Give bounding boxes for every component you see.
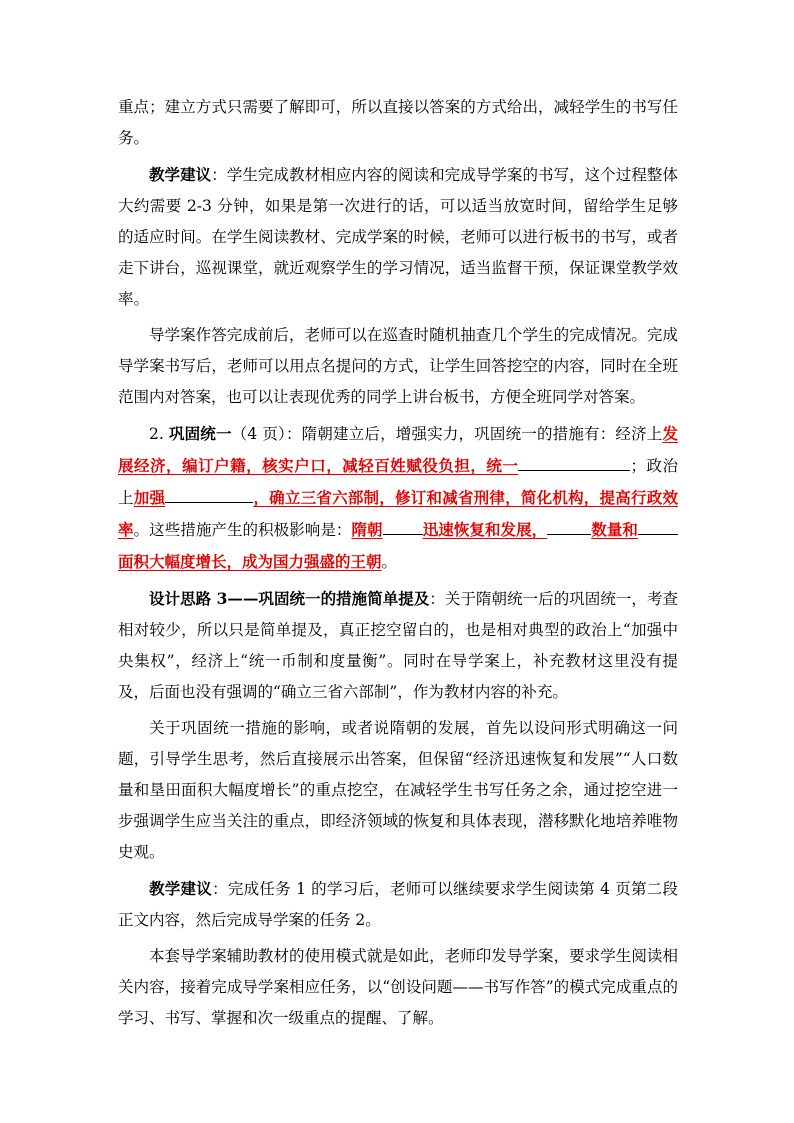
answer-effect-2: 数量和	[591, 520, 638, 539]
label-teaching-suggestion: 教学建议	[149, 165, 212, 184]
answer-politics-lead: 加强	[133, 488, 166, 507]
paragraph-usage-mode: 本套导学案辅助教材的使用模式就是如此，老师印发导学案，要求学生阅读相关内容，接着完成导学案相应任务，以“创设问题——书写作答”的模式完成重点的学习、书写、掌握和次一级重点的提醒、了解。	[118, 947, 678, 1027]
item-text-2: ；政治上	[118, 457, 678, 507]
label-design-idea: 设计思路 3——巩固统一的措施简单提及	[149, 589, 430, 608]
paragraph-effect-analysis: 关于巩固统一措施的影响，或者说隋朝的发展，首先以设问形式明确这一问题，引导学生思考，然后直接展示出答案，但保留“经济迅速恢复和发展”“人口数量和垦田面积大幅度增长”的重点挖空，在减轻学生书写任务之余，通过挖空进一步强调学生应当关注的重点，即经济领域的恢复和具体表现，潜移默化地培养唯物史观。	[118, 719, 678, 861]
teaching-suggestion-text-2: ：完成任务 1 的学习后，老师可以继续要求学生阅读第 4 页第二段正文内容，然后完成导学案的任务 2。	[118, 880, 678, 929]
paragraph-design-idea-3	[118, 583, 678, 708]
answer-politics: ，确立三省六部制，修订和减省刑律，简化机构，提高行政效率	[118, 488, 678, 539]
answer-effect-lead: 隋朝	[351, 520, 383, 539]
document-page	[118, 92, 678, 1034]
fill-blank-4	[547, 517, 591, 535]
paragraph-intro: 重点；建立方式只需要了解即可，所以直接以答案的方式给出，减轻学生的书写任务。	[118, 98, 678, 147]
paragraph-teaching-suggestion-1	[118, 159, 678, 315]
paragraph-answer-check: 导学案作答完成前后，老师可以在巡查时随机抽查几个学生的完成情况。完成导学案书写后，老师可以用点名提问的方式，让学生回答挖空的内容，同时在全班范围内对答案，也可以让表现优秀的同学上讲台板书，方便全班同学对答案。	[118, 326, 678, 406]
answer-effect-3: 面积大幅度增长，成为国力强盛的王朝	[118, 552, 382, 571]
label-teaching-suggestion-2: 教学建议	[149, 879, 213, 898]
paragraph-consolidate-unity	[118, 418, 678, 578]
item-text-4: 。	[381, 553, 398, 571]
answer-effect-1: 迅速恢复和发展，	[422, 520, 548, 539]
teaching-suggestion-text: ：学生完成教材相应内容的阅读和完成导学案的书写，这个过程整体大约需要 2-3 分钟，如果是第一次进行的话，可以适当放宽时间，留给学生足够的适应时间。在学生阅读教材、完成学案的时候，老师可以进行板书的书写，或者走下讲台，巡视课堂，就近观察学生的学习情况，适当监督干预，保证课堂教学效率。	[118, 166, 678, 308]
item-number: 2.	[149, 425, 169, 443]
fill-blank-3	[383, 517, 423, 535]
paragraph-teaching-suggestion-2	[118, 873, 678, 936]
item-text-1: （4 页）：隋朝建立后，增强实力，巩固统一的措施有：经济上	[231, 425, 663, 443]
item-text-3: 。这些措施产生的积极影响是：	[133, 521, 352, 539]
design-idea-text: ：关于隋朝统一后的巩固统一，考查相对较少，所以只是简单提及，真正挖空留白的，也是相对典型的政治上“加强中央集权”，经济上“统一币制和度量衡”。同时在导学案上，补充教材这里没有提及，后面也没有强调的“确立三省六部制”，作为教材内容的补充。	[118, 590, 678, 701]
answer-economy: 发展经济，编订户籍，核实户口，减轻百姓赋役负担，统一	[118, 424, 678, 475]
fill-blank-5	[638, 517, 678, 535]
item-heading: 巩固统一	[168, 424, 232, 443]
fill-blank-2	[165, 485, 253, 503]
fill-blank-1	[518, 453, 630, 471]
